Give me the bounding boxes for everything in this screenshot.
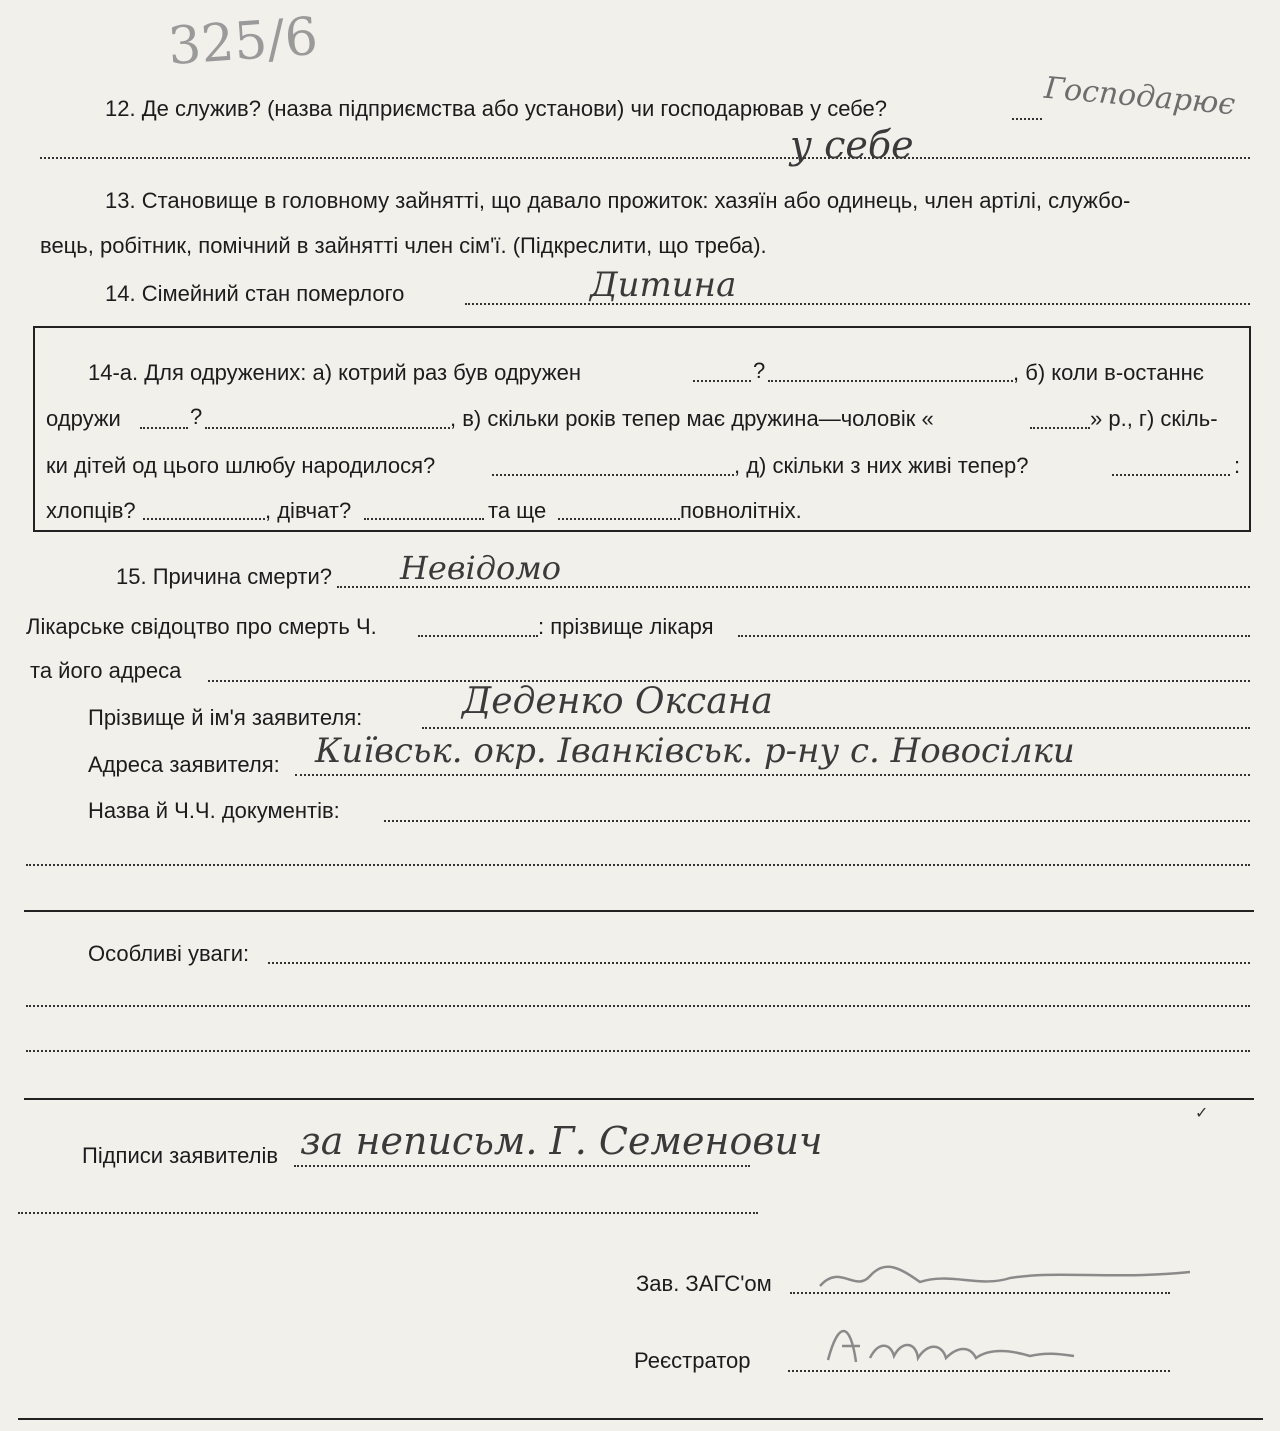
q14a-line-1b: , б) коли в-останнє: [1013, 360, 1204, 385]
signatures-label: Підписи заявителів: [82, 1143, 279, 1168]
q14a-qmark-2: ?: [190, 404, 203, 429]
applicant-address-label: Адреса заявителя:: [88, 752, 280, 777]
documents-line-2: [26, 864, 1250, 866]
q12-label: 12. Де служив? (назва підприємства або установи) чи господарював у себе?: [105, 96, 888, 121]
applicant-name-label: Прізвище й ім'я заявителя:: [88, 705, 363, 730]
q12-answer-line: [1012, 118, 1042, 120]
archive-number: 325/6: [166, 6, 320, 78]
notes-line-1: [268, 962, 1250, 964]
documents-label: Назва й Ч.Ч. документів:: [88, 798, 340, 823]
q15-answer: Невідомо: [400, 549, 562, 587]
q14a-dots-5: [1030, 427, 1090, 429]
q13-line-1: 13. Становище в головному зайнятті, що давало прожиток: хазяїн або одинець, член артілі, службо-: [105, 188, 1131, 213]
q14-label: 14. Сімейний стан померлого: [105, 281, 405, 306]
q14a-qmark-1: ?: [753, 358, 766, 383]
documents-line: [384, 820, 1250, 822]
q14a-dots-1: [693, 380, 751, 382]
q14a-line-1a: 14-а. Для одружених: а) котрий раз був одружен: [88, 360, 582, 385]
q12-answer-1: Господарює: [1042, 70, 1237, 123]
q14a-line-4c: та ще: [488, 498, 547, 523]
q12-answer-2: у себе: [790, 123, 914, 167]
signatures-line: [294, 1165, 750, 1167]
section-divider-1: [24, 910, 1254, 912]
q14a-dots-8: [143, 518, 265, 520]
q14a-line-2a: одружи: [46, 406, 121, 431]
q14-answer: Дитина: [590, 265, 737, 305]
notes-line-3: [26, 1050, 1250, 1052]
q14a-dots-10: [558, 518, 680, 520]
q14a-dots-2: [768, 380, 1013, 382]
applicant-address-line: [295, 774, 1250, 776]
q14a-line-4a: хлопців?: [46, 498, 136, 523]
margin-mark: ✓: [1195, 1105, 1209, 1122]
zags-head-signature: [810, 1258, 1200, 1298]
q14a-dots-4: [205, 427, 450, 429]
q14a-colon: :: [1234, 453, 1241, 478]
q14a-line-4d: повнолітніх.: [680, 498, 802, 523]
q15-label: 15. Причина смерти?: [116, 564, 332, 589]
section-divider-2: [24, 1098, 1254, 1100]
q14a-line-3a: ки дітей од цього шлюбу народилося?: [46, 453, 436, 478]
q14a-dots-6: [492, 474, 734, 476]
zags-head-label: Зав. ЗАГС'ом: [636, 1271, 772, 1296]
medical-certificate-label: Лікарське свідоцтво про смерть Ч.: [26, 614, 377, 639]
q14a-dots-9: [364, 518, 484, 520]
registrar-signature: [820, 1312, 1080, 1374]
registrar-label: Реєстратор: [634, 1348, 751, 1373]
q12-answer-line-2: [40, 157, 1250, 159]
medical-doctor-line: [738, 635, 1250, 637]
q14a-line-2b: , в) скільки років тепер має дружина—чоловік «: [450, 406, 934, 431]
q14-answer-line: [465, 303, 1250, 305]
applicant-name-line: [422, 727, 1250, 729]
q14a-dots-7: [1112, 474, 1230, 476]
q14a-line-3b: , д) скільки з них живі тепер?: [734, 453, 1029, 478]
medical-address-label: та його адреса: [30, 658, 182, 683]
bottom-rule: [18, 1418, 1263, 1420]
applicant-name-value: Деденко Оксана: [462, 681, 773, 722]
q14a-line-4b: , дівчат?: [265, 498, 352, 523]
q14a-dots-3: [140, 427, 188, 429]
medical-doctor-label: : прізвище лікаря: [538, 614, 714, 639]
q13-line-2: вець, робітник, помічний в зайнятті член сім'ї. (Підкреслити, що треба).: [40, 233, 767, 258]
signatures-line-2: [18, 1212, 758, 1214]
notes-line-2: [26, 1005, 1250, 1007]
applicant-address-value: Київськ. окр. Іванківськ. р-ну с. Новосілки: [315, 731, 1075, 771]
notes-label: Особливі уваги:: [88, 941, 250, 966]
medical-number-line: [418, 635, 538, 637]
signatures-value: за неписьм. Г. Семенович: [300, 1119, 823, 1163]
q14a-line-2c: » р., г) скіль-: [1090, 406, 1218, 431]
